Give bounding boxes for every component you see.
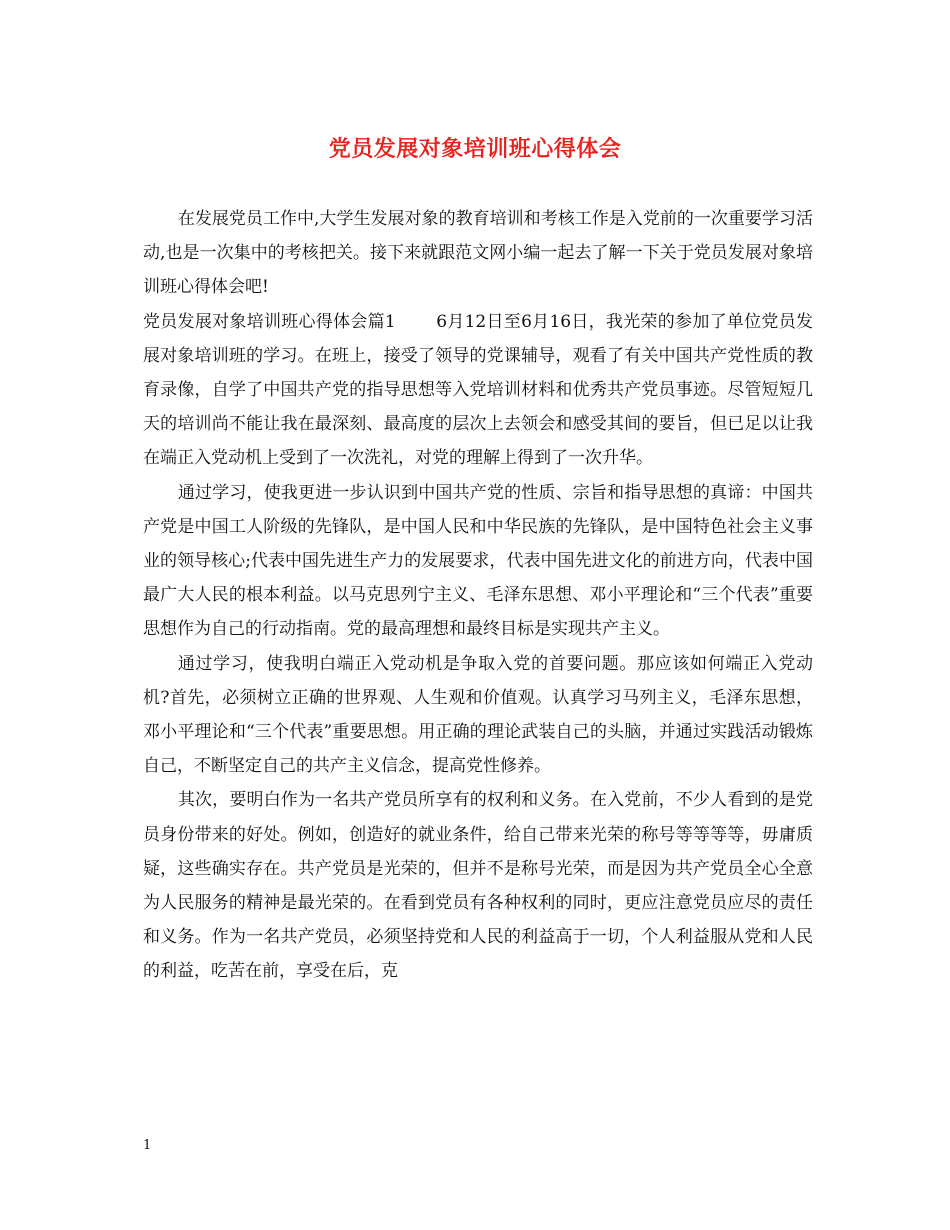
page-number: 1 [143, 1138, 152, 1153]
document-body [143, 202, 813, 989]
paragraph-intro: 在发展党员工作中,大学生发展对象的教育培训和考核工作是入党前的一次重要学习活动,也是一次集中的考核把关。接下来就跟范文网小编一起去了解一下关于党员发展对象培训班心得体会吧! [143, 209, 813, 298]
paragraph-rights-duties: 其次，要明白作为一名共产党员所享有的权利和义务。在入党前，不少人看到的是党员身份带来的好处。例如，创造好的就业条件，给自己带来光荣的称号等等等等，毋庸质疑，这些确实存在。共产党员是光荣的，但并不是称号光荣，而是因为共产党员全心全意为人民服务的精神是最光荣的。在看到党员有各种权利的同时，更应注意党员应尽的责任和义务。作为一名共产党员，必须坚持党和人民的利益高于一切，个人利益服从党和人民的利益，吃苦在前，享受在后，克 [143, 790, 813, 982]
document-title: 党员发展对象培训班心得体会 [328, 136, 622, 162]
paragraph-section-1: 党员发展对象培训班心得体会篇1 6月12日至6月16日，我光荣的参加了单位党员发展对象培训班的学习。在班上，接受了领导的党课辅导，观看了有关中国共产党性质的教育录像，自学了中国共产党的指导思想等入党培训材料和优秀共产党员事迹。尽管短短几天的培训尚不能让我在最深刻、最高度的层次上去领会和感受其间的要旨，但已足以让我在端正入党动机上受到了一次洗礼，对党的理解上得到了一次升华。 [143, 311, 813, 469]
paragraph-motivation: 通过学习，使我明白端正入党动机是争取入党的首要问题。那应该如何端正入党动机?首先，必须树立正确的世界观、人生观和价值观。认真学习马列主义，毛泽东思想，邓小平理论和“三个代表”重要思想。用正确的理论武装自己的头脑，并通过实践活动锻炼自己，不断坚定自己的共产主义信念，提高党性修养。 [143, 653, 813, 777]
paragraph-party-nature: 通过学习，使我更进一步认识到中国共产党的性质、宗旨和指导思想的真谛：中国共产党是中国工人阶级的先锋队，是中国人民和中华民族的先锋队，是中国特色社会主义事业的领导核心;代表中国先进生产力的发展要求，代表中国先进文化的前进方向，代表中国最广大人民的根本利益。以马克思列宁主义、毛泽东思想、邓小平理论和“三个代表”重要思想作为自己的行动指南。党的最高理想和最终目标是实现共产主义。 [143, 482, 813, 640]
